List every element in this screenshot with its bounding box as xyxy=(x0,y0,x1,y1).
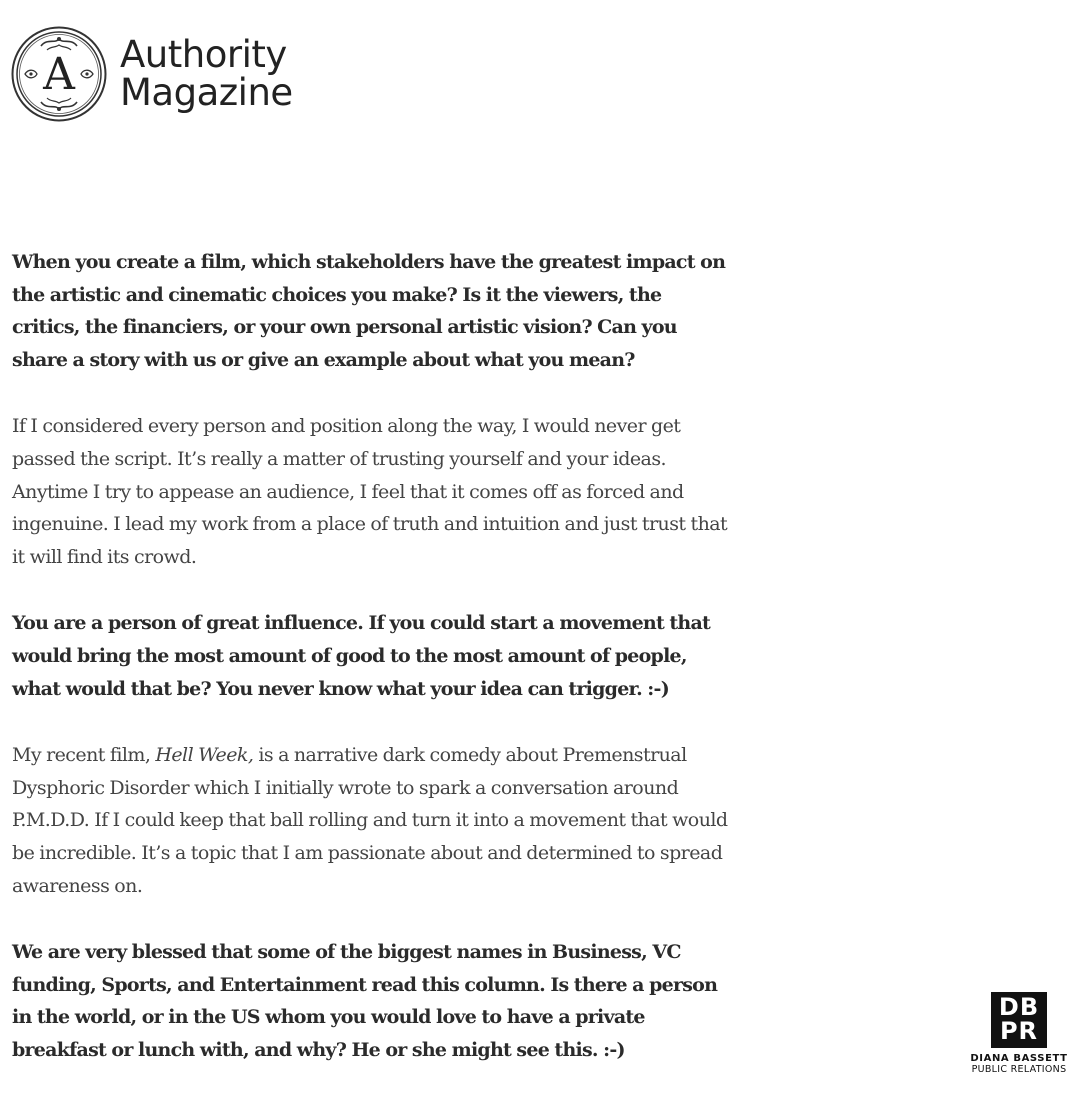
answer-2-rest: is a narrative dark comedy about Premenstrual Dysphoric Disorder which I initially wrote to spark a conversation around P.M.D.D. If I could keep that ball rolling and turn it into a movement that would be incredible. It’s a topic that I am passionate about and determined to spread awareness on. xyxy=(12,744,728,897)
interview-question-1: When you create a film, which stakeholders have the greatest impact on the artistic and cinematic choices you make? Is it the viewers, the critics, the financiers, or your own personal artistic vision? Can you share a story with us or give an example about what you mean? xyxy=(12,251,726,371)
interview-answer-2 xyxy=(12,739,732,902)
dbpr-monogram xyxy=(991,992,1047,1048)
dbpr-row-1: DB xyxy=(998,993,1040,1021)
article-body xyxy=(12,246,732,1100)
brand-line-1: Authority xyxy=(120,33,287,76)
dbpr-name: DIANA BASSETT xyxy=(970,1053,1068,1064)
authority-magazine-seal-icon xyxy=(11,26,107,122)
masthead xyxy=(11,26,293,122)
dbpr-logo xyxy=(964,992,1074,1075)
film-title: Hell Week, xyxy=(155,744,254,767)
interview-question-2: You are a person of great influence. If you could start a movement that would bring the most amount of good to the most amount of people, what would that be? You never know what your idea can trigger. :-) xyxy=(12,612,711,700)
interview-answer-1: If I considered every person and position along the way, I would never get passed the script. It’s really a matter of trusting yourself and your ideas. Anytime I try to appease an audience, I feel that it comes off as forced and ingenuine. I lead my work from a place of truth and intuition and just trust that it will find its crowd. xyxy=(12,415,728,568)
brand-line-2: Magazine xyxy=(120,71,293,114)
answer-2-prefix: My recent film, xyxy=(12,744,156,767)
dbpr-row-2: PR xyxy=(999,1017,1039,1045)
brand-wordmark xyxy=(120,33,293,114)
interview-question-3: We are very blessed that some of the biggest names in Business, VC funding, Sports, and Entertainment read this column. Is there a person in the world, or in the US whom you would love to have a private breakfast or lunch with, and why? He or she might see this. :-) xyxy=(12,941,718,1061)
dbpr-subtitle: PUBLIC RELATIONS xyxy=(971,1064,1067,1075)
seal-letter: A xyxy=(43,49,75,100)
